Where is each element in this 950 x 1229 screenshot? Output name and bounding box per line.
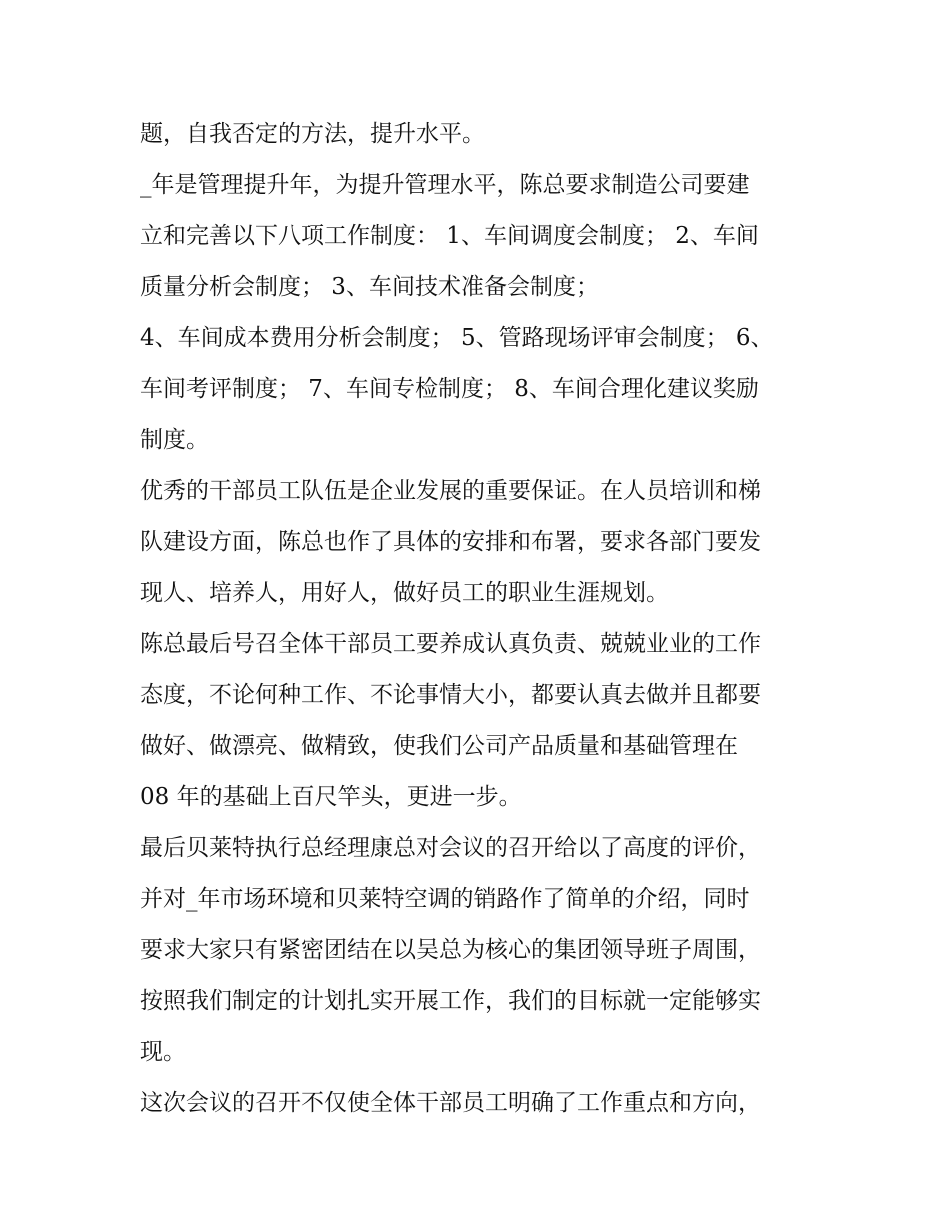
body-text xyxy=(140,109,820,1129)
text-line: 态度，不论何种工作、不论事情大小，都要认真去做并且都要 xyxy=(140,682,761,708)
text-line: 并对_年市场环境和贝莱特空调的销路作了简单的介绍，同时 xyxy=(140,886,750,912)
text-line: 队建设方面，陈总也作了具体的安排和布署，要求各部门要发 xyxy=(140,529,761,555)
text-line: 要求大家只有紧密团结在以吴总为核心的集团领导班子周围， xyxy=(140,937,761,963)
text-line: 题，自我否定的方法，提升水平。 xyxy=(140,121,485,147)
text-line: 车间考评制度； 7、车间专检制度； 8、车间合理化建议奖励 xyxy=(140,376,759,402)
text-line: 最后贝莱特执行总经理康总对会议的召开给以了高度的评价， xyxy=(140,835,761,861)
text-line: 现人、培养人，用好人，做好员工的职业生涯规划。 xyxy=(140,580,669,606)
text-line: 08 年的基础上百尺竿头，更进一步。 xyxy=(140,784,522,810)
text-line: 制度。 xyxy=(140,427,209,453)
text-line: 质量分析会制度； 3、车间技术准备会制度； xyxy=(140,274,599,300)
text-line: 这次会议的召开不仅使全体干部员工明确了工作重点和方向， xyxy=(140,1090,761,1116)
text-line: 4、车间成本费用分析会制度； 5、管路现场评审会制度； 6、 xyxy=(140,325,774,351)
text-line: 优秀的干部员工队伍是企业发展的重要保证。在人员培训和梯 xyxy=(140,478,761,504)
text-line: 做好、做漂亮、做精致，使我们公司产品质量和基础管理在 xyxy=(140,733,738,759)
text-line: 立和完善以下八项工作制度： 1、车间调度会制度； 2、车间 xyxy=(140,223,759,249)
text-line: 陈总最后号召全体干部员工要养成认真负责、兢兢业业的工作 xyxy=(140,631,761,657)
text-line: _年是管理提升年，为提升管理水平，陈总要求制造公司要建 xyxy=(140,172,750,198)
text-line: 现。 xyxy=(140,1039,186,1065)
text-line: 按照我们制定的计划扎实开展工作，我们的目标就一定能够实 xyxy=(140,988,761,1014)
